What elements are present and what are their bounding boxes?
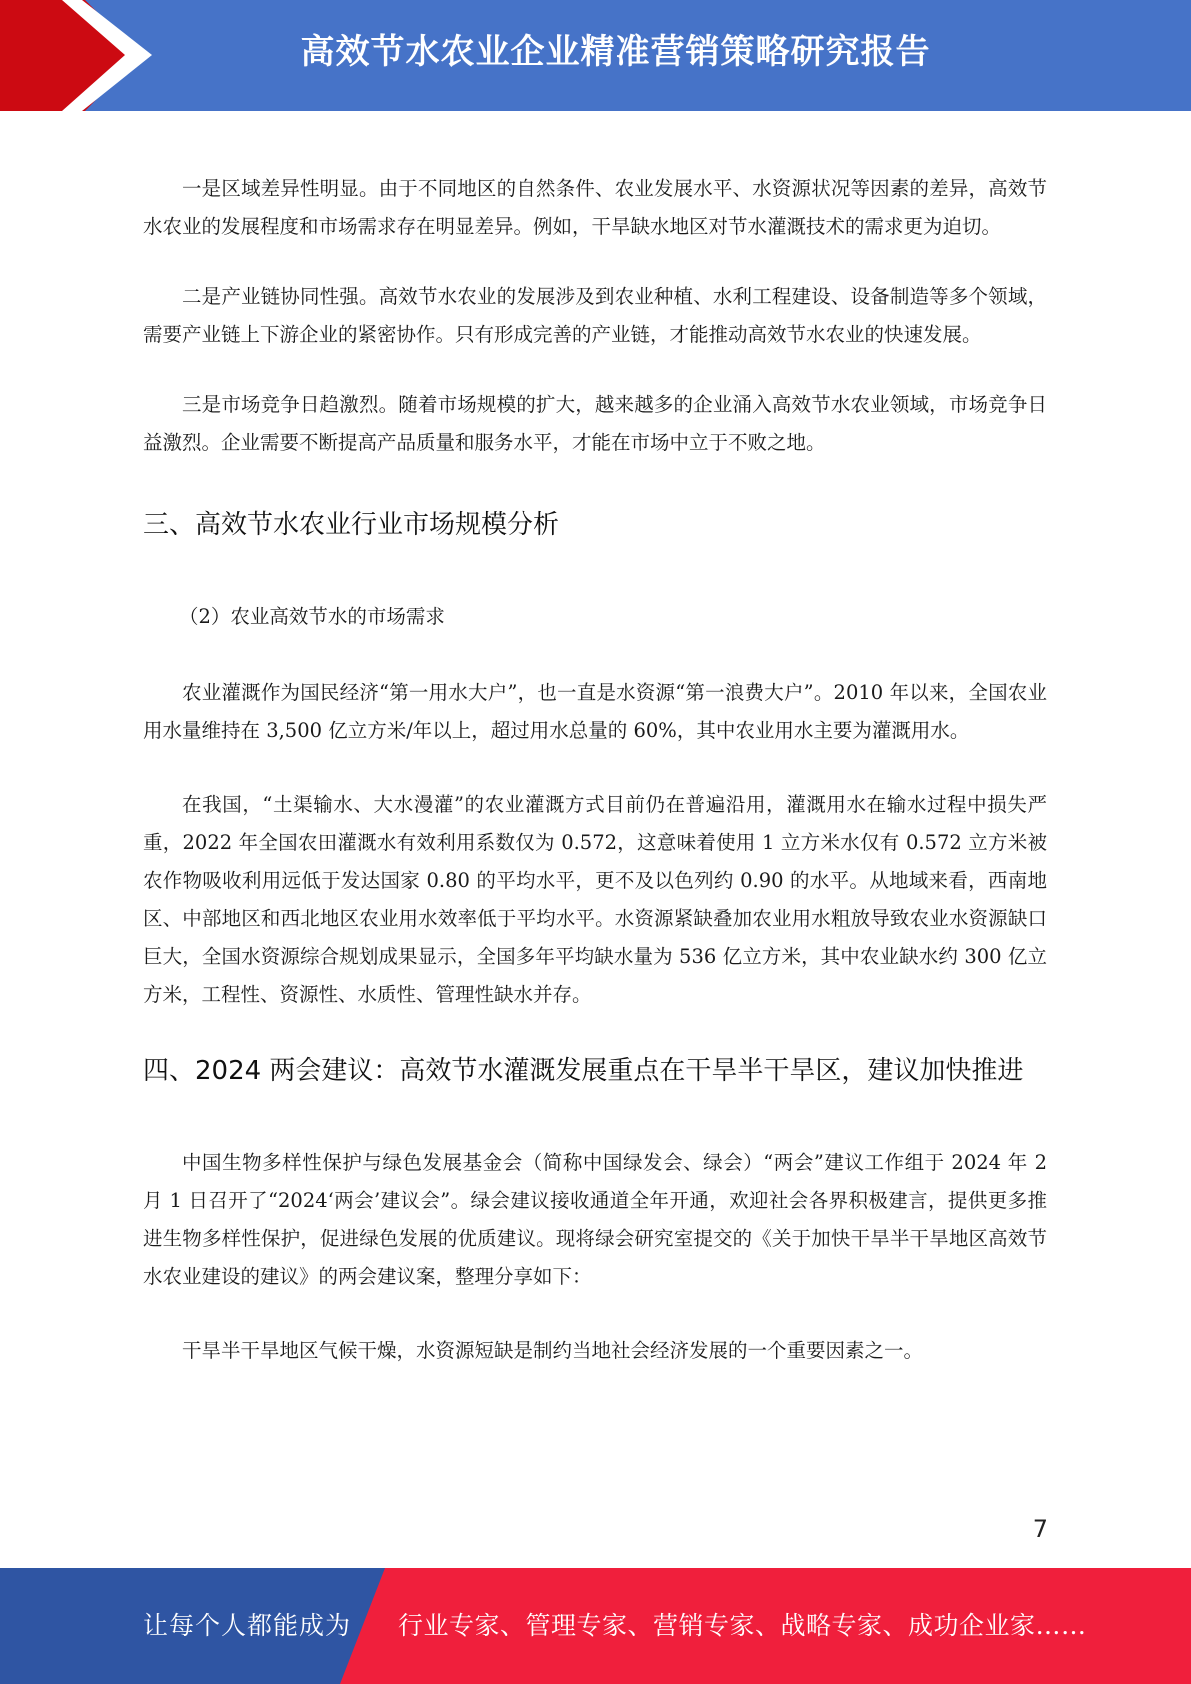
paragraph-arid-regions: 干旱半干旱地区气候干燥，水资源短缺是制约当地社会经济发展的一个重要因素之一。: [182, 1339, 924, 1362]
page-number: 7: [1032, 1515, 1048, 1543]
subsection-heading-2: （2）农业高效节水的市场需求: [179, 605, 445, 628]
paragraph-irrigation-water-use: 农业灌溉作为国民经济“第一用水大户”，也一直是水资源“第一浪费大户”。2010 年以来，全国农业用水量维持在 3,500 亿立方米/年以上，超过用水总量的 60%，其中农业用水主要为灌溉用水。: [143, 681, 1047, 742]
section-heading-4: 四、2024 两会建议：高效节水灌溉发展重点在干旱半干旱区，建议加快推进: [143, 1056, 1024, 1086]
page-content: [143, 170, 1047, 1370]
footer-slogan-right: 行业专家、管理专家、营销专家、战略专家、成功企业家……: [398, 1611, 1087, 1640]
page-footer: [0, 1568, 1191, 1684]
paragraph-irrigation-efficiency: 在我国，“土渠输水、大水漫灌”的农业灌溉方式目前仍在普遍沿用，灌溉用水在输水过程中损失严重，2022 年全国农田灌溉水有效利用系数仅为 0.572，这意味着使用 1 立方米水仅有 0.572 立方米被农作物吸收利用远低于发达国家 0.80 的平均水平，更不及以色列约 0.90 的水平。从地域来看，西南地区、中部地区和西北地区农业用水效率低于平均水平。水资源紧缺叠加农业用水粗放导致农业水资源缺口巨大，全国水资源综合规划成果显示，全国多年平均缺水量为 536 亿立方米，其中农业缺水约 300 亿立方米，工程性、资源性、水质性、管理性缺水并存。: [143, 793, 1047, 1006]
paragraph-industry-chain: 二是产业链协同性强。高效节水农业的发展涉及到农业种植、水利工程建设、设备制造等多个领域，需要产业链上下游企业的紧密协作。只有形成完善的产业链，才能推动高效节水农业的快速发展。: [143, 285, 1047, 346]
paragraph-green-foundation: 中国生物多样性保护与绿色发展基金会（简称中国绿发会、绿会）“两会”建议工作组于 2024 年 2 月 1 日召开了“2024‘两会’建议会”。绿会建议接收通道全年开通，欢迎社会各界积极建言，提供更多推进生物多样性保护，促进绿色发展的优质建议。现将绿会研究室提交的《关于加快干旱半干旱地区高效节水农业建设的建议》的两会建议案，整理分享如下：: [143, 1151, 1047, 1288]
page-header: [0, 0, 1191, 111]
footer-slogan-left: 让每个人都能成为: [143, 1611, 352, 1640]
paragraph-regional-difference: 一是区域差异性明显。由于不同地区的自然条件、农业发展水平、水资源状况等因素的差异，高效节水农业的发展程度和市场需求存在明显差异。例如，干旱缺水地区对节水灌溉技术的需求更为迫切。: [143, 177, 1047, 238]
report-title: 高效节水农业企业精准营销策略研究报告: [300, 32, 931, 72]
paragraph-market-competition: 三是市场竞争日趋激烈。随着市场规模的扩大，越来越多的企业涌入高效节水农业领域，市场竞争日益激烈。企业需要不断提高产品质量和服务水平，才能在市场中立于不败之地。: [143, 393, 1047, 454]
section-heading-3: 三、高效节水农业行业市场规模分析: [143, 510, 560, 540]
